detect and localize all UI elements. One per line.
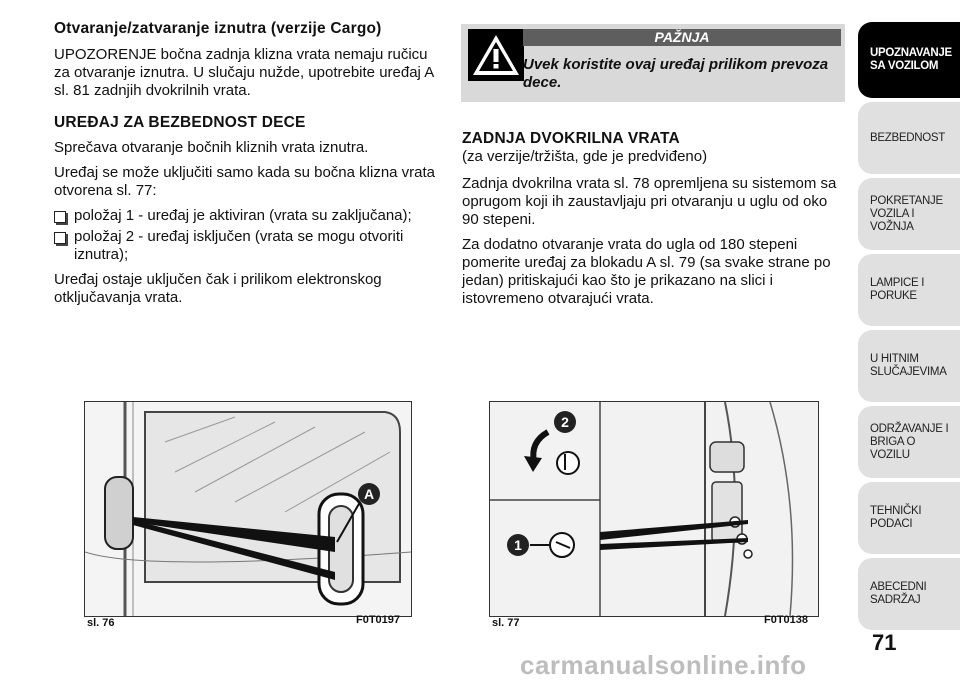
tab-pokretanje-vozila[interactable]: POKRETANJE VOZILA I VOŽNJA [858, 178, 960, 250]
tab-lampice-i-poruke[interactable]: LAMPICE I PORUKE [858, 254, 960, 326]
warning-text: Uvek koristite ovaj uređaj prilikom prevoza dece. [523, 56, 829, 91]
figure-code: F0T0197 [356, 614, 401, 626]
figure-caption: sl. 77 [492, 617, 520, 629]
figure-caption: sl. 76 [87, 617, 115, 629]
subheading: (za verzije/tržišta, gde je predviđeno) [462, 148, 708, 165]
bullet-icon [54, 232, 66, 244]
figure-label-1: 1 [514, 537, 522, 553]
list-item: položaj 2 - uređaj isključen (vrata se mogu otvoriti iznutra); [54, 228, 442, 264]
tab-abecedni-sadrzaj[interactable]: ABECEDNI SADRŽAJ [858, 558, 960, 630]
paragraph: UPOZORENJE bočna zadnja klizna vrata nemaju ručicu za otvaranje iznutra. U slučaju nužde, upotrebite uređaj A sl. 81 zadnjih dvokrilnih vrata. [54, 46, 434, 99]
child-lock-illustration [490, 402, 818, 616]
warning-title: PAŽNJA [523, 29, 841, 46]
paragraph: Uređaj se može uključiti samo kada su bočna klizna vrata otvorena sl. 77: [54, 164, 436, 199]
right-column [462, 130, 844, 315]
page-number: 71 [872, 630, 897, 655]
paragraph: Zadnja dvokrilna vrata sl. 78 opremljena su sistemom sa oprugom koji ih zaustavljaju pri otvaranju u uglu od oko 90 stepeni. [462, 175, 837, 228]
tab-bezbednost[interactable]: BEZBEDNOST [858, 102, 960, 174]
warning-triangle-icon [468, 29, 524, 81]
door-handle-illustration [85, 402, 411, 616]
figure-sl-77 [489, 401, 819, 617]
tab-tehnicki-podaci[interactable]: TEHNIČKI PODACI [858, 482, 960, 554]
section-heading: ZADNJA DVOKRILNA VRATA [462, 130, 680, 147]
section-heading: UREĐAJ ZA BEZBEDNOST DECE [54, 114, 306, 131]
watermark: carmanualsonline.info [520, 650, 807, 680]
tab-odrzavanje[interactable]: ODRŽAVANJE I BRIGA O VOZILU [858, 406, 960, 478]
list-item: položaj 1 - uređaj je aktiviran (vrata su zaključana); [54, 207, 442, 225]
bullet-list [54, 207, 442, 264]
warning-box [461, 24, 845, 102]
tab-upoznavanje-sa-vozilom[interactable]: UPOZNAVANJE SA VOZILOM [858, 22, 960, 98]
tab-u-hitnim-slucajevima[interactable]: U HITNIM SLUČAJEVIMA [858, 330, 960, 402]
figure-label-a: A [363, 486, 375, 502]
bullet-icon [54, 211, 66, 223]
paragraph: Uređaj ostaje uključen čak i prilikom elektronskog otključavanja vrata. [54, 271, 382, 306]
figure-sl-76 [84, 401, 412, 617]
figure-code: F0T0138 [764, 614, 809, 626]
paragraph: Za dodatno otvaranje vrata do ugla od 180 stepeni pomerite uređaj za blokadu A sl. 79 (sa svake strane po jedan) pritiskajući kao što je prikazano na slici i istovremeno otvarajući vrata. [462, 236, 831, 307]
section-title: Otvaranje/zatvaranje iznutra (verzije Cargo) [54, 20, 382, 37]
paragraph: Sprečava otvaranje bočnih kliznih vrata iznutra. [54, 139, 369, 156]
left-column [54, 20, 442, 314]
figure-label-2: 2 [561, 414, 569, 430]
